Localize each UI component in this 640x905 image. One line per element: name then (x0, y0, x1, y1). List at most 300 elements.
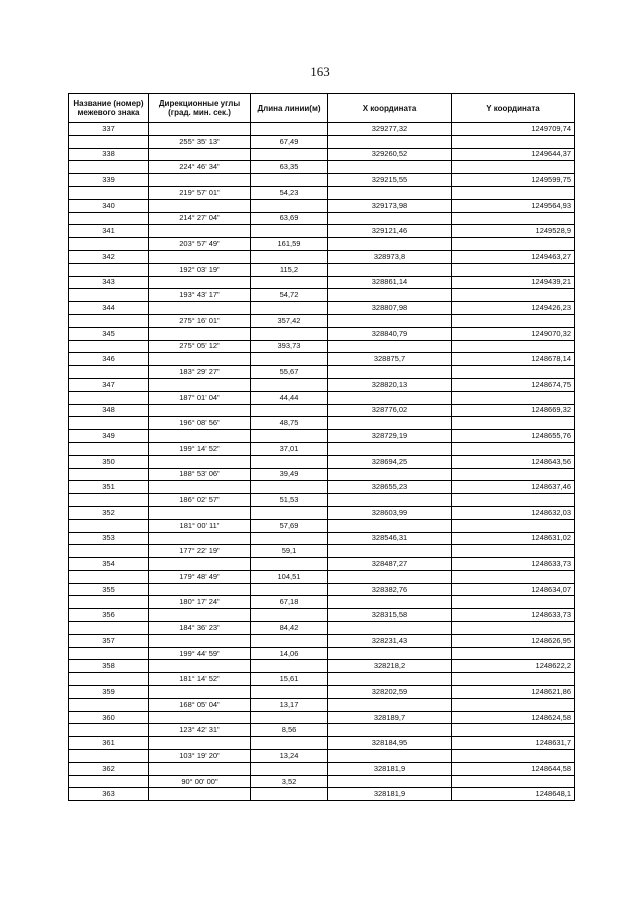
y-coordinate: 1248626,95 (452, 634, 575, 647)
empty-cell (452, 340, 575, 353)
header-x: X координата (328, 94, 452, 123)
direction-angle: 103° 19' 20" (149, 750, 251, 763)
empty-cell (69, 570, 149, 583)
table-body (69, 123, 575, 801)
point-name: 340 (69, 199, 149, 212)
empty-cell (251, 634, 328, 647)
direction-angle: 193° 43' 17" (149, 289, 251, 302)
point-name: 338 (69, 148, 149, 161)
empty-cell (251, 378, 328, 391)
empty-cell (251, 583, 328, 596)
segment-row (69, 366, 575, 379)
x-coordinate: 328315,58 (328, 609, 452, 622)
segment-row (69, 673, 575, 686)
segment-row (69, 545, 575, 558)
line-length: 67,49 (251, 135, 328, 148)
empty-cell (69, 186, 149, 199)
empty-cell (69, 391, 149, 404)
point-row (69, 148, 575, 161)
line-length: 39,49 (251, 468, 328, 481)
empty-cell (328, 135, 452, 148)
page-number: 163 (310, 64, 330, 79)
empty-cell (452, 442, 575, 455)
y-coordinate: 1249709,74 (452, 123, 575, 136)
empty-cell (69, 647, 149, 660)
empty-cell (328, 366, 452, 379)
empty-cell (149, 481, 251, 494)
x-coordinate: 328807,98 (328, 302, 452, 315)
empty-cell (149, 276, 251, 289)
point-row (69, 711, 575, 724)
x-coordinate: 328729,19 (328, 430, 452, 443)
empty-cell (328, 238, 452, 251)
y-coordinate: 1249528,9 (452, 225, 575, 238)
point-row (69, 532, 575, 545)
line-length: 115,2 (251, 263, 328, 276)
direction-angle: 123° 42' 31" (149, 724, 251, 737)
empty-cell (149, 506, 251, 519)
direction-angle: 90° 00' 00" (149, 775, 251, 788)
point-row (69, 250, 575, 263)
segment-row (69, 186, 575, 199)
empty-cell (328, 570, 452, 583)
segment-row (69, 698, 575, 711)
empty-cell (69, 442, 149, 455)
empty-cell (69, 673, 149, 686)
line-length: 104,51 (251, 570, 328, 583)
direction-angle: 181° 00' 11" (149, 519, 251, 532)
empty-cell (452, 570, 575, 583)
empty-cell (328, 212, 452, 225)
point-name: 345 (69, 327, 149, 340)
point-name: 347 (69, 378, 149, 391)
point-row (69, 276, 575, 289)
empty-cell (452, 238, 575, 251)
y-coordinate: 1248643,56 (452, 455, 575, 468)
point-row (69, 455, 575, 468)
empty-cell (452, 519, 575, 532)
point-name: 353 (69, 532, 149, 545)
point-row (69, 174, 575, 187)
point-name: 348 (69, 404, 149, 417)
empty-cell (69, 135, 149, 148)
empty-cell (149, 123, 251, 136)
line-length: 3,52 (251, 775, 328, 788)
empty-cell (149, 532, 251, 545)
empty-cell (69, 340, 149, 353)
empty-cell (328, 519, 452, 532)
segment-row (69, 263, 575, 276)
y-coordinate: 1248633,73 (452, 558, 575, 571)
point-row (69, 199, 575, 212)
segment-row (69, 238, 575, 251)
empty-cell (149, 250, 251, 263)
x-coordinate: 328487,27 (328, 558, 452, 571)
empty-cell (328, 161, 452, 174)
empty-cell (452, 186, 575, 199)
y-coordinate: 1248622,2 (452, 660, 575, 673)
x-coordinate: 328694,25 (328, 455, 452, 468)
empty-cell (251, 353, 328, 366)
empty-cell (251, 225, 328, 238)
empty-cell (452, 391, 575, 404)
point-row (69, 762, 575, 775)
empty-cell (328, 186, 452, 199)
point-name: 363 (69, 788, 149, 801)
line-length: 161,59 (251, 238, 328, 251)
empty-cell (452, 545, 575, 558)
direction-angle: 224° 46' 34" (149, 161, 251, 174)
x-coordinate: 328231,43 (328, 634, 452, 647)
empty-cell (149, 174, 251, 187)
empty-cell (251, 404, 328, 417)
empty-cell (452, 263, 575, 276)
empty-cell (328, 596, 452, 609)
x-coordinate: 328382,76 (328, 583, 452, 596)
empty-cell (328, 263, 452, 276)
x-coordinate: 328603,99 (328, 506, 452, 519)
point-row (69, 686, 575, 699)
point-row (69, 225, 575, 238)
empty-cell (251, 430, 328, 443)
x-coordinate: 328973,8 (328, 250, 452, 263)
line-length: 55,67 (251, 366, 328, 379)
y-coordinate: 1248631,7 (452, 737, 575, 750)
direction-angle: 187° 01' 04" (149, 391, 251, 404)
direction-angle: 177° 22' 19" (149, 545, 251, 558)
segment-row (69, 750, 575, 763)
segment-row (69, 570, 575, 583)
segment-row (69, 314, 575, 327)
empty-cell (251, 532, 328, 545)
y-coordinate: 1249070,32 (452, 327, 575, 340)
direction-angle: 255° 35' 13" (149, 135, 251, 148)
empty-cell (69, 622, 149, 635)
x-coordinate: 328655,23 (328, 481, 452, 494)
empty-cell (328, 391, 452, 404)
empty-cell (69, 494, 149, 507)
point-row (69, 583, 575, 596)
segment-row (69, 161, 575, 174)
empty-cell (452, 647, 575, 660)
y-coordinate: 1248655,76 (452, 430, 575, 443)
empty-cell (251, 609, 328, 622)
empty-cell (328, 545, 452, 558)
point-name: 344 (69, 302, 149, 315)
empty-cell (452, 673, 575, 686)
empty-cell (251, 558, 328, 571)
point-name: 354 (69, 558, 149, 571)
point-row (69, 788, 575, 801)
line-length: 14,06 (251, 647, 328, 660)
empty-cell (69, 698, 149, 711)
line-length: 63,35 (251, 161, 328, 174)
line-length: 13,24 (251, 750, 328, 763)
header-row (69, 94, 575, 123)
empty-cell (251, 455, 328, 468)
table-header (69, 94, 575, 123)
empty-cell (452, 724, 575, 737)
empty-cell (328, 494, 452, 507)
direction-angle: 219° 57' 01" (149, 186, 251, 199)
x-coordinate: 329277,32 (328, 123, 452, 136)
x-coordinate: 328218,2 (328, 660, 452, 673)
segment-row (69, 596, 575, 609)
segment-row (69, 340, 575, 353)
y-coordinate: 1248674,75 (452, 378, 575, 391)
empty-cell (251, 327, 328, 340)
empty-cell (149, 353, 251, 366)
empty-cell (328, 775, 452, 788)
point-name: 362 (69, 762, 149, 775)
direction-angle: 180° 17' 24" (149, 596, 251, 609)
empty-cell (69, 775, 149, 788)
empty-cell (69, 417, 149, 430)
empty-cell (251, 250, 328, 263)
empty-cell (328, 724, 452, 737)
segment-row (69, 775, 575, 788)
empty-cell (251, 788, 328, 801)
empty-cell (149, 199, 251, 212)
empty-cell (149, 148, 251, 161)
line-length: 15,61 (251, 673, 328, 686)
line-length: 51,53 (251, 494, 328, 507)
empty-cell (149, 686, 251, 699)
point-name: 359 (69, 686, 149, 699)
empty-cell (149, 455, 251, 468)
x-coordinate: 329121,46 (328, 225, 452, 238)
point-row (69, 609, 575, 622)
x-coordinate: 328820,13 (328, 378, 452, 391)
empty-cell (251, 686, 328, 699)
x-coordinate: 328776,02 (328, 404, 452, 417)
y-coordinate: 1248648,1 (452, 788, 575, 801)
line-length: 393,73 (251, 340, 328, 353)
empty-cell (69, 724, 149, 737)
empty-cell (328, 622, 452, 635)
direction-angle: 184° 36' 23" (149, 622, 251, 635)
y-coordinate: 1249599,75 (452, 174, 575, 187)
segment-row (69, 519, 575, 532)
line-length: 44,44 (251, 391, 328, 404)
direction-angle: 192° 03' 19" (149, 263, 251, 276)
x-coordinate: 328184,95 (328, 737, 452, 750)
y-coordinate: 1248637,46 (452, 481, 575, 494)
y-coordinate: 1248644,58 (452, 762, 575, 775)
segment-row (69, 468, 575, 481)
empty-cell (452, 596, 575, 609)
x-coordinate: 328546,31 (328, 532, 452, 545)
empty-cell (69, 314, 149, 327)
point-name: 352 (69, 506, 149, 519)
empty-cell (251, 481, 328, 494)
header-angle: Дирекционные углы (град. мин. сек.) (149, 94, 251, 123)
point-name: 350 (69, 455, 149, 468)
empty-cell (452, 314, 575, 327)
segment-row (69, 622, 575, 635)
empty-cell (69, 519, 149, 532)
x-coordinate: 329215,55 (328, 174, 452, 187)
x-coordinate: 328181,9 (328, 788, 452, 801)
line-length: 59,1 (251, 545, 328, 558)
empty-cell (251, 174, 328, 187)
empty-cell (251, 660, 328, 673)
segment-row (69, 724, 575, 737)
point-row (69, 404, 575, 417)
empty-cell (251, 762, 328, 775)
y-coordinate: 1248678,14 (452, 353, 575, 366)
empty-cell (328, 340, 452, 353)
empty-cell (328, 314, 452, 327)
empty-cell (452, 212, 575, 225)
empty-cell (69, 545, 149, 558)
empty-cell (69, 289, 149, 302)
empty-cell (149, 430, 251, 443)
empty-cell (328, 698, 452, 711)
empty-cell (149, 737, 251, 750)
y-coordinate: 1248669,32 (452, 404, 575, 417)
empty-cell (149, 634, 251, 647)
line-length: 63,69 (251, 212, 328, 225)
x-coordinate: 328202,59 (328, 686, 452, 699)
empty-cell (328, 750, 452, 763)
y-coordinate: 1249426,23 (452, 302, 575, 315)
empty-cell (69, 366, 149, 379)
direction-angle: 214° 27' 04" (149, 212, 251, 225)
header-name: Название (номер) межевого знака (69, 94, 149, 123)
point-row (69, 353, 575, 366)
segment-row (69, 212, 575, 225)
y-coordinate: 1248624,58 (452, 711, 575, 724)
line-length: 37,01 (251, 442, 328, 455)
y-coordinate: 1248633,73 (452, 609, 575, 622)
point-row (69, 660, 575, 673)
direction-angle: 199° 44' 59" (149, 647, 251, 660)
segment-row (69, 417, 575, 430)
point-row (69, 430, 575, 443)
point-name: 361 (69, 737, 149, 750)
empty-cell (69, 238, 149, 251)
y-coordinate: 1249564,93 (452, 199, 575, 212)
empty-cell (452, 161, 575, 174)
y-coordinate: 1249644,37 (452, 148, 575, 161)
point-row (69, 737, 575, 750)
empty-cell (69, 596, 149, 609)
empty-cell (328, 442, 452, 455)
empty-cell (149, 378, 251, 391)
x-coordinate: 329173,98 (328, 199, 452, 212)
point-name: 358 (69, 660, 149, 673)
segment-row (69, 494, 575, 507)
segment-row (69, 391, 575, 404)
x-coordinate: 328189,7 (328, 711, 452, 724)
empty-cell (251, 199, 328, 212)
direction-angle: 196° 08' 56" (149, 417, 251, 430)
point-row (69, 481, 575, 494)
x-coordinate: 328875,7 (328, 353, 452, 366)
empty-cell (149, 660, 251, 673)
x-coordinate: 328861,14 (328, 276, 452, 289)
empty-cell (251, 148, 328, 161)
line-length: 84,42 (251, 622, 328, 635)
empty-cell (251, 737, 328, 750)
empty-cell (452, 698, 575, 711)
direction-angle: 188° 53' 06" (149, 468, 251, 481)
point-name: 341 (69, 225, 149, 238)
direction-angle: 168° 05' 04" (149, 698, 251, 711)
point-name: 346 (69, 353, 149, 366)
line-length: 48,75 (251, 417, 328, 430)
point-row (69, 506, 575, 519)
direction-angle: 203° 57' 49" (149, 238, 251, 251)
point-row (69, 634, 575, 647)
line-length: 57,69 (251, 519, 328, 532)
empty-cell (328, 417, 452, 430)
empty-cell (149, 327, 251, 340)
empty-cell (328, 647, 452, 660)
empty-cell (69, 750, 149, 763)
point-name: 337 (69, 123, 149, 136)
empty-cell (69, 468, 149, 481)
point-name: 349 (69, 430, 149, 443)
point-row (69, 327, 575, 340)
point-name: 357 (69, 634, 149, 647)
header-length: Длина линии(м) (251, 94, 328, 123)
direction-angle: 183° 29' 27" (149, 366, 251, 379)
point-name: 339 (69, 174, 149, 187)
empty-cell (149, 558, 251, 571)
point-name: 360 (69, 711, 149, 724)
segment-row (69, 647, 575, 660)
direction-angle: 199° 14' 52" (149, 442, 251, 455)
y-coordinate: 1249463,27 (452, 250, 575, 263)
direction-angle: 275° 16' 01" (149, 314, 251, 327)
empty-cell (452, 289, 575, 302)
segment-row (69, 289, 575, 302)
point-name: 351 (69, 481, 149, 494)
segment-row (69, 442, 575, 455)
empty-cell (452, 135, 575, 148)
line-length: 8,56 (251, 724, 328, 737)
coordinates-table (68, 93, 575, 801)
empty-cell (452, 417, 575, 430)
empty-cell (452, 750, 575, 763)
empty-cell (149, 302, 251, 315)
empty-cell (149, 762, 251, 775)
point-row (69, 302, 575, 315)
line-length: 54,23 (251, 186, 328, 199)
empty-cell (452, 622, 575, 635)
point-row (69, 378, 575, 391)
point-row (69, 558, 575, 571)
empty-cell (328, 673, 452, 686)
empty-cell (452, 468, 575, 481)
segment-row (69, 135, 575, 148)
empty-cell (149, 609, 251, 622)
empty-cell (328, 468, 452, 481)
direction-angle: 186° 02' 57" (149, 494, 251, 507)
direction-angle: 179° 48' 49" (149, 570, 251, 583)
empty-cell (149, 225, 251, 238)
empty-cell (251, 276, 328, 289)
line-length: 54,72 (251, 289, 328, 302)
point-name: 356 (69, 609, 149, 622)
y-coordinate: 1248632,03 (452, 506, 575, 519)
point-name: 342 (69, 250, 149, 263)
x-coordinate: 328840,79 (328, 327, 452, 340)
empty-cell (452, 366, 575, 379)
empty-cell (251, 711, 328, 724)
